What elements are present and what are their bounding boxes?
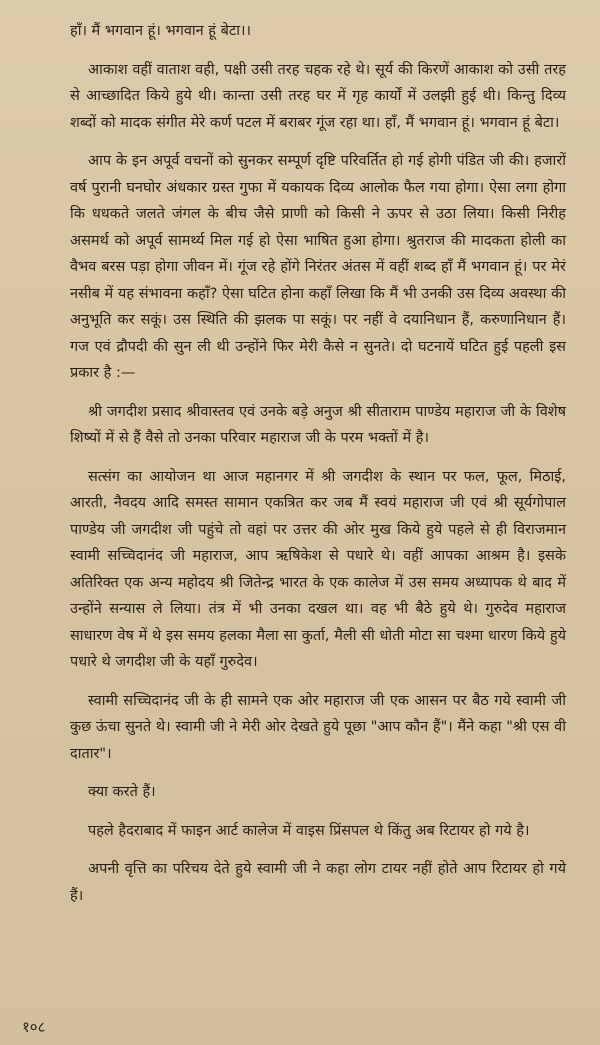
page-number: १०८ bbox=[22, 1018, 46, 1036]
paragraph-5: सत्संग का आयोजन था आज महानगर में श्री जगदीश के स्थान पर फल, फूल, मिठाई, आरती, नैवदय आदि समस्त सामान एकत्रित कर जब मैं स्वयं महाराज जी एवं श्री सूर्यगोपाल पाण्डेय जी जगदीश जी पहुंचे तो वहां पर उत्तर की ओर मुख किये हुये पहले से ही विराजमान स्वामी सच्चिदानंद जी महाराज, आप ऋषिकेश से पधारे थे। वहीं आपका आश्रम है। इसके अतिरिक्त एक अन्य महोदय श्री जितेन्द्र भारत के एक कालेज में उस समय अध्यापक थे बाद में उन्होंने सन्यास ले लिया। तंत्र में भी उनका दखल था। वह भी बैठे हुये थे। गुरुदेव महाराज साधारण वेष में थे इस समय हलका मैला सा कुर्ता, मैली सी धोती मोटा सा चश्मा धारण किये हुये पधारे थे जगदीश जी के यहाँ गुरुदेव। bbox=[70, 468, 566, 670]
paragraph-9: अपनी वृत्ति का परिचय देते हुये स्वामी जी ने कहा लोग टायर नहीं होते आप रिटायर हो गये हैं। bbox=[70, 861, 566, 904]
paragraph-8: पहले हैदराबाद में फाइन आर्ट कालेज में वाइस प्रिंसपल थे किंतु अब रिटायर हो गये है। bbox=[88, 822, 530, 839]
paragraph-6: स्वामी सच्चिदानंद जी के ही सामने एक ओर महाराज जी एक आसन पर बैठ गये स्वामी जी कुछ ऊंचा सुनते थे। स्वामी जी ने मेरी ओर देखते हुये पूछा "आप कौन हैं"। मैंने कहा "श्री एस वी दातार"। bbox=[70, 692, 566, 762]
paragraph-3: आप के इन अपूर्व वचनों को सुनकर सम्पूर्ण दृष्टि परिवर्तित हो गई होगी पंडित जी की। हजारों वर्ष पुरानी घनघोर अंधकार ग्रस्त गुफा में यकायक दिव्य आलोक फैल गया होगा। ऐसा लगा होगा कि धधकते जलते जंगल के बीच जैसे प्राणी को किसी ने ऊपर से उठा लिया। किसी निरीह असमर्थ को अपूर्व सामर्थ्य मिल गई हो ऐसा भाषित हुआ होगा। श्रुतराज की मादकता होली का वैभव बरस पड़ा होगा जीवन में। गूंज रहे होंगे निरंतर अंतस में वहीं शब्द हाँ मैं भगवान हूं। पर मेरं नसीब में यह संभावना कहाँ? ऐसा घटित होना कहाँ लिखा कि मैं भी उनकी उस दिव्य अवस्था की अनुभूति कर सकूं। उस स्थिति की झलक पा सकूं। पर नहीं वे दयानिधान हैं, करुणानिधान हैं। गज एवं द्रौपदी की सुन ली थी उन्होंने फिर मेरी कैसे न सुनते। दो घटनायें घटित हुई पहली इस प्रकार है :— bbox=[70, 153, 566, 381]
paragraph-1: हाँ। मैं भगवान हूं। भगवान हूं बेटा।। bbox=[70, 23, 251, 39]
paragraph-7: क्या करते हैं। bbox=[88, 784, 156, 800]
paragraph-2: आकाश वहीं वाताश वही, पक्षी उसी तरह चहक रहे थे। सूर्य की किरणें आकाश को उसी तरह से आच्छादित किये हुये थी। कान्ता उसी तरह घर में गृह कार्यों में उलझी हुई थी। किन्तु दिव्य शब्दों को मादक संगीत मेरे कर्ण पटल में बराबर गूंज रहा था। हाँ, मैं भगवान हूं। भगवान हूं बेटा। bbox=[70, 61, 566, 131]
paragraph-4: श्री जगदीश प्रसाद श्रीवास्तव एवं उनके बड़े अनुज श्री सीताराम पाण्डेय महाराज जी के विशेष शिष्यों में से हैं वैसे तो उनका परिवार महाराज जी के परम भक्तों में है। bbox=[70, 403, 566, 446]
